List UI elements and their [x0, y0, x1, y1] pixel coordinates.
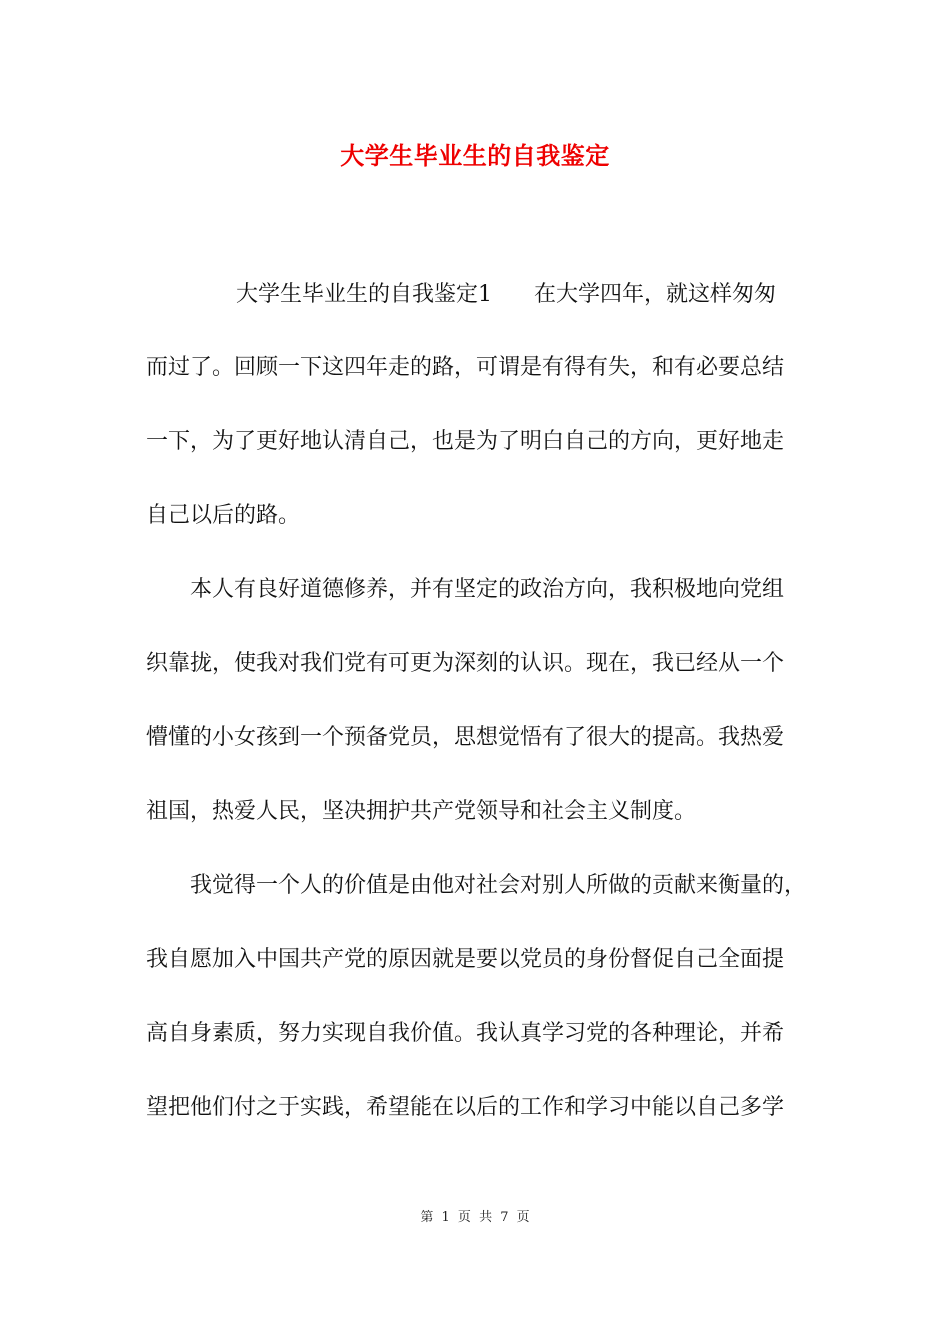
- footer-current-page: 1: [441, 1210, 450, 1225]
- paragraph-line-8: 祖国，热爱人民，坚决拥护共产党领导和社会主义制度。: [146, 799, 697, 824]
- paragraph-line-10: 我自愿加入中国共产党的原因就是要以党员的身份督促自己全面提: [146, 947, 785, 972]
- inline-heading: 大学生毕业生的自我鉴定1: [236, 282, 492, 307]
- paragraph-line-3: 一下，为了更好地认清自己，也是为了明白自己的方向，更好地走: [146, 429, 785, 454]
- paragraph-line-2: 而过了。回顾一下这四年走的路，可谓是有得有失，和有必要总结: [146, 355, 785, 380]
- footer-total-prefix: 共: [479, 1210, 493, 1225]
- paragraph-line-5: 本人有良好道德修养，并有坚定的政治方向，我积极地向党组: [190, 577, 785, 602]
- paragraph-line-12: 望把他们付之于实践，希望能在以后的工作和学习中能以自己多学: [146, 1095, 785, 1120]
- paragraph-line-11: 高自身素质，努力实现自我价值。我认真学习党的各种理论，并希: [146, 1021, 785, 1046]
- footer-total-pages: 7: [500, 1210, 509, 1225]
- footer-page-word: 页: [457, 1210, 471, 1225]
- footer-prefix: 第: [420, 1210, 434, 1225]
- paragraph-line-9: 我觉得一个人的价值是由他对社会对别人所做的贡献来衡量的，: [190, 873, 807, 898]
- paragraph-line-7: 懵懂的小女孩到一个预备党员，思想觉悟有了很大的提高。我热爱: [146, 725, 785, 750]
- document-title: 大学生毕业生的自我鉴定: [340, 141, 610, 170]
- paragraph-line-6: 织靠拢，使我对我们党有可更为深刻的认识。现在，我已经从一个: [146, 651, 785, 676]
- page-footer: [0, 1206, 950, 1225]
- paragraph-line-4: 自己以后的路。: [146, 503, 301, 528]
- footer-suffix: 页: [516, 1210, 530, 1225]
- paragraph-line-1: [236, 280, 776, 310]
- paragraph-text: 在大学四年，就这样匆匆: [534, 282, 777, 307]
